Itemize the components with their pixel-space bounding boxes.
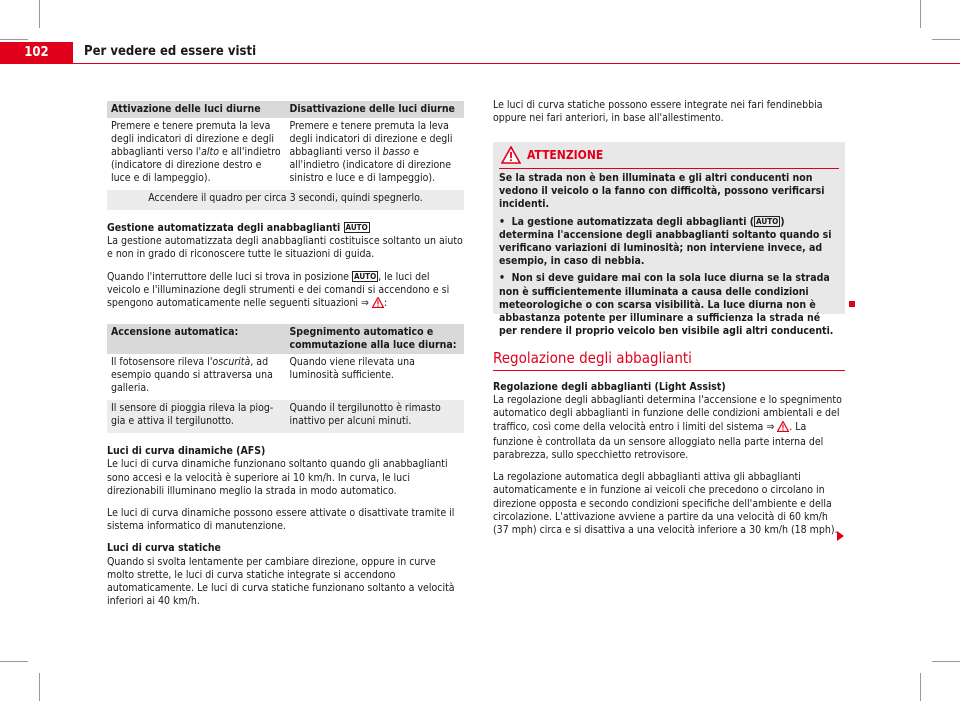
page-number: 102 [24,45,49,60]
warning-title: ATTENZIONE [527,148,604,162]
right-column-body [493,381,845,546]
table-cell: Premere e tenere premuta la leva degli indicatori di direzione e degli abbaglianti verso il basso e all'indietro (indicatore di direzione sinistro e luce e di lampeggio). [289,120,453,184]
table-footer-cell: Accendere il quadro per circa 3 secondi, quindi spegnerlo. [107,190,464,210]
light-assist-text-2: La regolazione automatica degli abbaglianti attiva gli abbaglianti automaticamente e in funzione ai veicoli che precedono o circolano in direzione opposta e secondo condizioni specifiche dell'ambiente e della circolazione. L'attivazione avviene a partire da una velocità di 60 km/h (37 mph) circa e si disattiva a una velocità inferiore a 30 km/h (18 mph). [493,471,838,537]
section-rule [493,370,845,371]
table-header: Attivazione delle luci diurne [107,101,286,118]
crop-mark [0,661,28,662]
section-end-marker [849,301,855,307]
crop-mark [920,673,921,701]
crop-mark [39,0,40,28]
table-cell: Il fotosensore rileva l'oscurità, ad esempio quando si attraversa una galleria. [111,356,273,395]
crop-mark [0,39,28,40]
daylight-table [107,101,464,210]
static-heading: Luci di curva statiche [107,542,221,555]
page-title: Per vedere ed essere visti [84,44,257,59]
crop-mark [932,661,960,662]
table-header: Accensione automatica: [107,324,286,354]
afs-text-2: Le luci di curva dinamiche possono essere attivate o disattivate tramite il sistema informatico di manutenzione. [107,507,455,533]
light-assist-heading: Regolazione degli abbaglianti (Light Assist) [493,381,726,393]
auto-icon: AUTO [354,271,377,281]
switch-text: Quando l'interruttore delle luci si trova in posizione AUTO , le luci del veicolo e l'illuminazione degli strumenti e dei comandi si accendono e si spengono automaticamente nelle seguenti situazioni ⇒ : [107,271,464,313]
auto-text: La gestione automatizzata degli anabbaglianti costituisce soltanto un aiuto e non in grado di riconoscere tutte le situazioni di guida. [107,235,463,261]
afs-text-1: Le luci di curva dinamiche funzionano soltanto quando gli anabbaglianti sono accesi e la velocità è superiore ai 10 km/h. In curva, le luci direzionabili illuminano meglio la strada in modo automatico. [107,458,448,497]
intro-text: Le luci di curva statiche possono essere integrate nei fari fendinebbia oppure nei fari anteriori, in base all'allestimento. [493,99,823,125]
warning-divider [499,168,839,169]
light-assist-text-1: La regolazione degli abbaglianti determina l'accensione e lo spegnimento automatico degli abbaglianti in funzione delle condizioni ambientali e del traffico, così come della velocità entro i limiti del sistema ⇒ . La funzione è controllata da un sensore alloggiato nella parte interna del parabrezza, sullo specchietto retrovisore. [493,394,842,462]
auto-icon: AUTO [756,216,779,226]
warning-triangle-icon[interactable] [372,297,384,312]
auto-heading: Gestione automatizzata degli anabbaglianti AUTO [107,222,368,234]
table-header: Disattivazione delle luci diurne [286,101,465,118]
static-text: Quando si svolta lentamente per cambiare direzione, oppure in curve molto strette, le luci di curva statiche integrate si accendono automaticamente. Le luci di curva statiche funzionano soltanto a velocità inferiori ai 40 km/h. [107,555,455,608]
auto-lights-table [107,324,464,433]
table-cell: Premere e tenere premuta la leva degli indicatori di direzione e degli abbaglianti verso l'alto e all'indietro (indicatore di direzione destro e luce e di lampeggio). [111,120,281,184]
warning-bullet: • La gestione automatizzata degli abbaglianti ( AUTO ) determina l'accensione degli anabbaglianti soltanto quando si verificano variazioni di luminosità; non interviene invece, ad esempio, in caso di nebbia. [499,215,832,268]
auto-icon: AUTO [345,223,368,232]
table-cell: Quando il tergilunotto è rimasto inattivo per alcuni minuti. [286,400,465,433]
warning-triangle-icon[interactable] [777,421,789,436]
table-header: Spegnimento automatico e commutazione alla luce diurna: [286,324,465,354]
left-column [107,101,464,617]
warning-bullet: • Non si deve guidare mai con la sola luce diurna se la strada non è sufficientemente illuminata a causa delle condizioni meteorologiche o con scarsa visibilità. La luce diurna non è abbastanza potente per illuminare a sufficienza la strada né per rendere il proprio veicolo ben visibile agli altri conducenti. [499,272,834,338]
header-rule [73,63,960,64]
warning-triangle-icon [501,146,521,168]
table-cell: Quando viene rilevata una luminosità sufficiente. [289,356,415,382]
table-cell: Il sensore di pioggia rileva la pioggia e attiva il tergilunotto. [107,400,286,433]
crop-mark [39,673,40,701]
crop-mark [932,39,960,40]
warning-box [493,142,845,338]
warning-paragraph: Se la strada non è ben illuminata e gli altri conducenti non vedono il veicolo o la fanno con difficoltà, possono verificarsi incidenti. [499,172,825,211]
next-page-arrow-icon [837,531,844,541]
right-intro [493,99,845,134]
crop-mark [920,0,921,28]
warning-body [499,172,839,342]
section-title: Regolazione degli abbaglianti [493,349,692,367]
afs-heading: Luci di curva dinamiche (AFS) [107,445,266,458]
